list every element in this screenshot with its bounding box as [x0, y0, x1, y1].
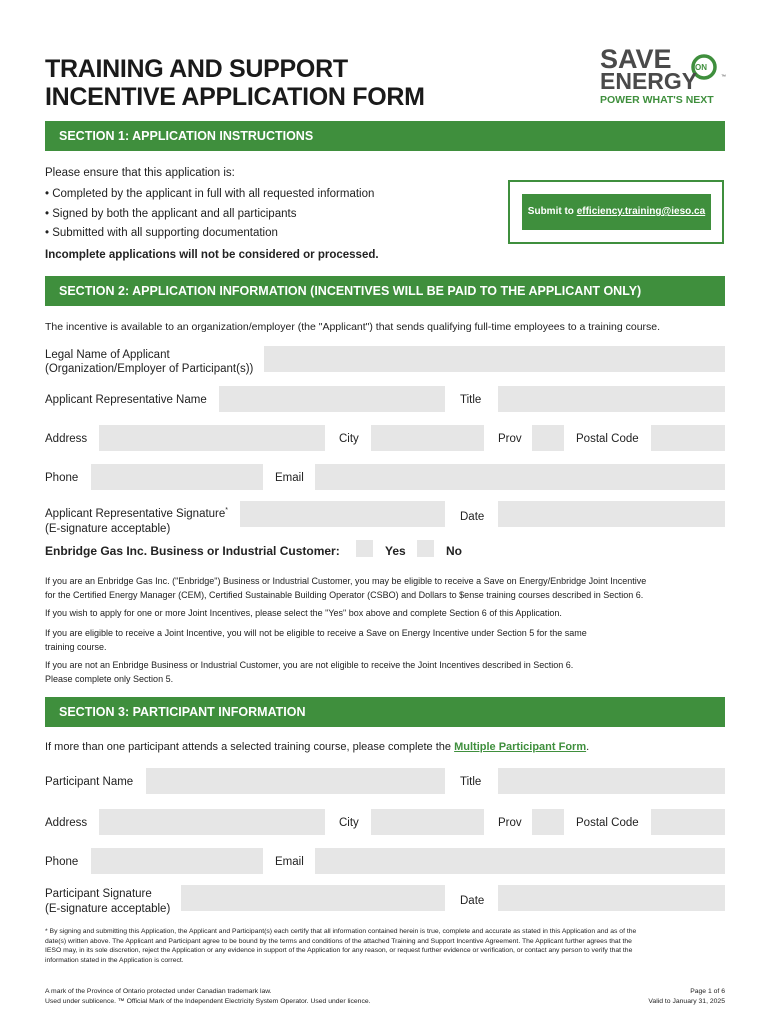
email-label: Email	[275, 472, 304, 484]
page-title	[45, 55, 425, 111]
city-label: City	[339, 433, 359, 445]
footer-page-info	[648, 987, 725, 1006]
enbridge-paragraph-4	[45, 658, 573, 686]
instruction-bullet: • Signed by both the applicant and all participants	[45, 208, 297, 220]
section-2-intro: The incentive is available to an organization/employer (the "Applicant") that sends qualifying full-time employees to a training course.	[45, 321, 661, 333]
incomplete-warning: Incomplete applications will not be considered or processed.	[45, 249, 379, 261]
rep-title-input[interactable]	[498, 386, 725, 412]
phone-input[interactable]	[91, 464, 263, 490]
applicant-date-label: Date	[460, 511, 485, 523]
enbridge-question: Enbridge Gas Inc. Business or Industrial Customer:	[45, 544, 340, 558]
logo-tagline: POWER WHAT'S NEXT	[600, 94, 714, 106]
email-input[interactable]	[315, 464, 725, 490]
prov-input[interactable]	[532, 425, 564, 451]
enbridge-yes-checkbox[interactable]	[356, 540, 373, 557]
signature-footnote	[45, 927, 636, 965]
logo-on-text: ON	[695, 63, 707, 72]
rep-name-label: Applicant Representative Name	[45, 394, 207, 406]
section-3-intro	[45, 741, 589, 753]
signature-footnote-mark: *	[225, 507, 229, 514]
footnote-line: date(s) written above. The Applicant and Participant agree to be bound by the terms and conditions of the attached Training and Support Incentive Agreement. The Applicant further agrees that the	[45, 937, 632, 945]
section-1-heading: SECTION 1: APPLICATION INSTRUCTIONS	[45, 121, 725, 151]
section-1-intro: Please ensure that this application is:	[45, 167, 235, 179]
city-input[interactable]	[371, 425, 484, 451]
signature-label-line-1: Applicant Representative Signature	[45, 507, 226, 520]
postal-code-input[interactable]	[651, 425, 725, 451]
legal-name-input[interactable]	[264, 346, 725, 372]
logo-tm: ™	[721, 74, 726, 80]
participant-phone-label: Phone	[45, 856, 79, 868]
rep-title-label: Title	[460, 394, 482, 406]
section-3-heading: SECTION 3: PARTICIPANT INFORMATION	[45, 697, 725, 727]
applicant-signature-input[interactable]	[240, 501, 445, 527]
participant-city-input[interactable]	[371, 809, 484, 835]
participant-title-input[interactable]	[498, 768, 725, 794]
participant-prov-input[interactable]	[532, 809, 564, 835]
enbridge-paragraph-1-line-1: If you are an Enbridge Gas Inc. ("Enbridge") Business or Industrial Customer, you may be eligible to receive a Save on Energy/Enbridge Joint Incentive	[45, 576, 647, 586]
participant-phone-input[interactable]	[91, 848, 263, 874]
prov-label: Prov	[498, 433, 522, 445]
legal-name-label-line-2: (Organization/Employer of Participant(s))	[45, 363, 254, 375]
enbridge-paragraph-3-line-1: If you are eligible to receive a Joint Incentive, you will not be eligible to receive a Save on Energy Incentive under Section 5 for the same	[45, 628, 587, 638]
section-2-heading: SECTION 2: APPLICATION INFORMATION (INCENTIVES WILL BE PAID TO THE APPLICANT ONLY)	[45, 276, 725, 306]
applicant-signature-label	[45, 503, 228, 537]
participant-city-label: City	[339, 817, 359, 829]
signature-label-line-2: (E-signature acceptable)	[45, 522, 171, 535]
instruction-bullet: • Completed by the applicant in full with all requested information	[45, 188, 375, 200]
participant-signature-input[interactable]	[181, 885, 445, 911]
logo-energy-text: ENERGY	[600, 68, 698, 94]
enbridge-paragraph-3-line-2: training course.	[45, 642, 107, 652]
enbridge-paragraph-1	[45, 574, 646, 602]
enbridge-paragraph-4-line-2: Please complete only Section 5.	[45, 674, 174, 684]
rep-name-input[interactable]	[219, 386, 445, 412]
participant-signature-label-line-2: (E-signature acceptable)	[45, 903, 171, 915]
participant-postal-code-input[interactable]	[651, 809, 725, 835]
enbridge-no-label: No	[446, 544, 462, 558]
multiple-participant-form-link[interactable]: Multiple Participant Form	[454, 741, 587, 753]
participant-address-label: Address	[45, 817, 88, 829]
enbridge-paragraph-4-line-1: If you are not an Enbridge Business or Industrial Customer, you are not eligible to receive the Joint Incentives described in Section 6.	[45, 660, 574, 670]
logo-save-text: SAVE	[600, 44, 672, 74]
participant-date-input[interactable]	[498, 885, 725, 911]
participant-signature-label-line-1: Participant Signature	[45, 888, 152, 900]
applicant-date-input[interactable]	[498, 501, 725, 527]
submit-email-link[interactable]: efficiency.training@ieso.ca	[576, 206, 706, 217]
footer-trademark-line-1: A mark of the Province of Ontario protected under Canadian trademark law.	[45, 988, 272, 995]
phone-label: Phone	[45, 472, 79, 484]
submit-prefix: Submit to	[527, 206, 577, 217]
footer-trademark-line-2: Used under sublicence. ™ Official Mark of the Independent Electricity System Operator. Used under licence.	[45, 997, 371, 1005]
footnote-line: information stated in the Application is correct.	[45, 956, 184, 964]
section-3-intro-text: If more than one participant attends a selected training course, please complete the	[45, 741, 455, 753]
footer-trademark	[45, 987, 371, 1006]
participant-title-label: Title	[460, 776, 482, 788]
submit-email-button[interactable]	[522, 194, 711, 230]
instruction-bullet: • Submitted with all supporting documentation	[45, 227, 278, 239]
postal-code-label: Postal Code	[576, 433, 639, 445]
enbridge-paragraph-3	[45, 626, 587, 654]
participant-postal-code-label: Postal Code	[576, 817, 639, 829]
page-number: Page 1 of 6	[690, 988, 725, 995]
participant-name-label: Participant Name	[45, 776, 134, 788]
legal-name-label-line-1: Legal Name of Applicant	[45, 349, 170, 361]
section-3-intro-period: .	[586, 741, 590, 753]
participant-email-label: Email	[275, 856, 304, 868]
enbridge-paragraph-2: If you wish to apply for one or more Joint Incentives, please select the "Yes" box above and complete Section 6 of this Application.	[45, 608, 562, 618]
address-label: Address	[45, 433, 88, 445]
legal-name-label	[45, 348, 253, 376]
participant-date-label: Date	[460, 895, 485, 907]
participant-name-input[interactable]	[146, 768, 445, 794]
footnote-line: IESO may, in its sole discretion, reject the Application or any evidence in support of the Application for any reason, or request further evidence or verification, or contact any person to verify that the	[45, 947, 633, 954]
participant-prov-label: Prov	[498, 817, 522, 829]
valid-date: Valid to January 31, 2025	[648, 997, 725, 1005]
participant-signature-label	[45, 887, 170, 917]
enbridge-paragraph-1-line-2: for the Certified Energy Manager (CEM), Certified Sustainable Building Operator (CSBO) and Dollars to $ense training courses described in Section 6.	[45, 590, 644, 600]
enbridge-no-checkbox[interactable]	[417, 540, 434, 557]
enbridge-yes-label: Yes	[385, 544, 406, 558]
title-line-2: INCENTIVE APPLICATION FORM	[45, 83, 425, 111]
footnote-line: * By signing and submitting this Application, the Applicant and Participant(s) each certify that all information contained herein is true, complete and accurate as stated in this Application and as of the	[45, 928, 637, 935]
participant-address-input[interactable]	[99, 809, 325, 835]
title-line-1: TRAINING AND SUPPORT	[45, 55, 348, 83]
participant-email-input[interactable]	[315, 848, 725, 874]
address-input[interactable]	[99, 425, 325, 451]
